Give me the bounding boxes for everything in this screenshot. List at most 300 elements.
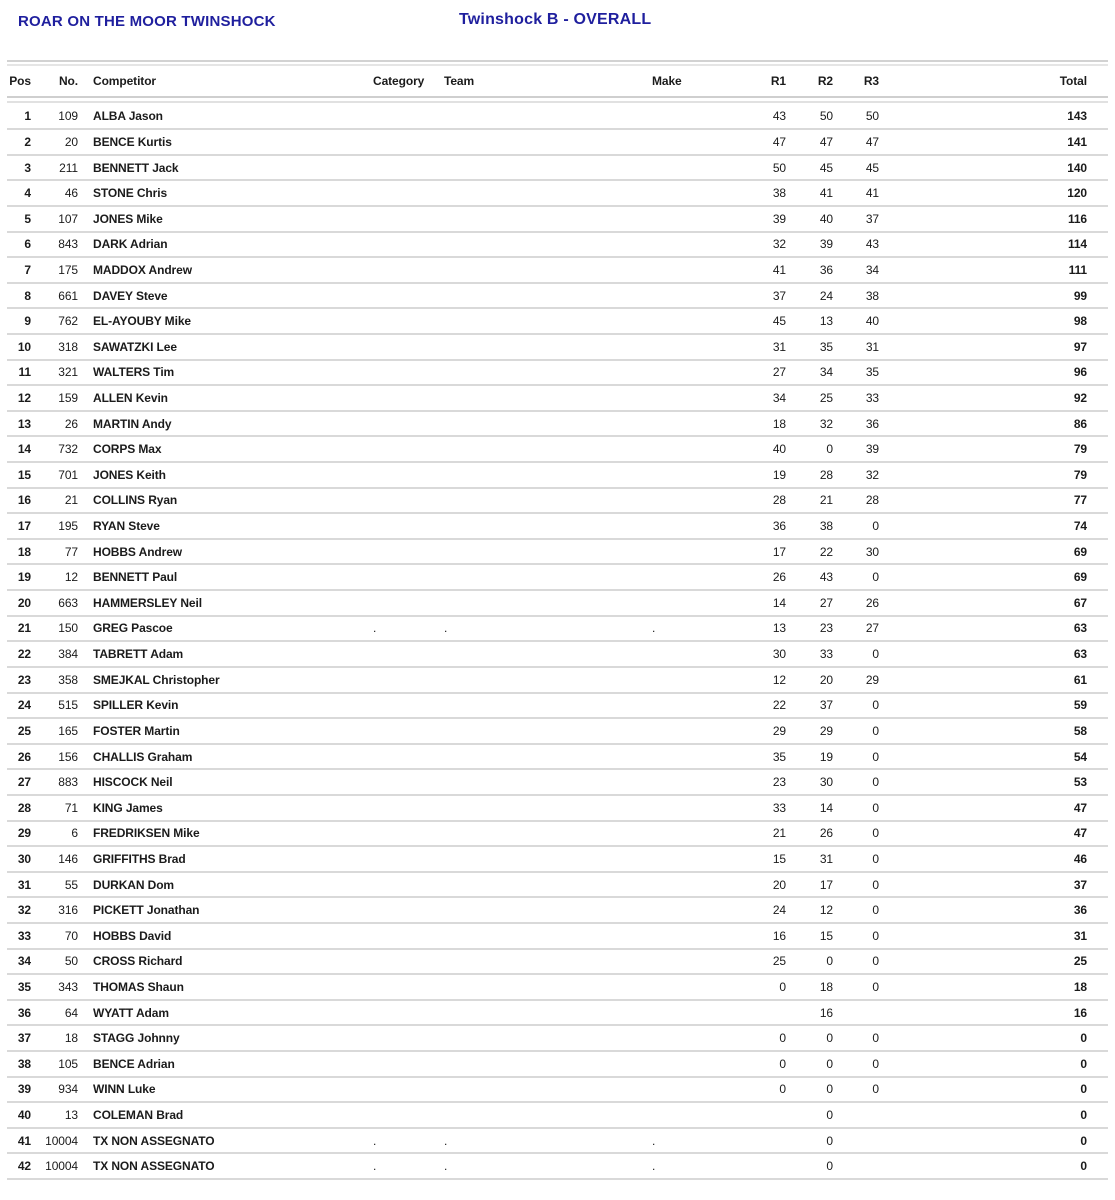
cell-pos: 32 [17,903,31,918]
cell-pos: 40 [17,1108,31,1123]
cell-no: 26 [64,416,78,431]
cell-no: 13 [64,1108,78,1123]
cell-pos: 25 [17,723,31,738]
cell-r3: 45 [865,160,879,175]
cell-pos: 15 [17,467,31,482]
cell-total: 37 [1073,877,1087,892]
cell-team [428,873,637,897]
cell-team [428,975,637,999]
cell-no: 150 [58,621,78,636]
cell-r2: 43 [819,570,833,585]
cell-r3: 0 [872,775,879,790]
cell-team [428,463,637,487]
cell-category [358,181,428,205]
cell-category [358,668,428,692]
cell-r2: 50 [819,109,833,124]
cell-competitor: FOSTER Martin [93,723,180,738]
cell-pos: 10 [17,339,31,354]
cell-total: 140 [1067,160,1087,175]
cell-make [637,719,737,743]
cell-r3: 43 [865,237,879,252]
cell-team [428,437,637,461]
cell-r1: 15 [772,851,786,866]
table-row [7,1052,1108,1078]
cell-r1: 20 [772,877,786,892]
cell-make [637,540,737,564]
cell-r2: 32 [819,416,833,431]
cell-make [637,309,737,333]
cell-total: 79 [1073,442,1087,457]
cell-r1: 0 [779,1082,786,1097]
cell-r3: 0 [872,826,879,841]
cell-category [358,489,428,513]
table-row [7,463,1108,489]
cell-r2: 0 [826,1108,833,1123]
cell-team [428,1078,637,1102]
cell-category [358,335,428,359]
cell-team [428,1001,637,1025]
cell-team [428,694,637,718]
table-row [7,591,1108,617]
cell-make [637,1078,737,1102]
cell-make [637,130,737,154]
cell-team [428,642,637,666]
cell-r2: 47 [819,134,833,149]
cell-r2: 35 [819,339,833,354]
cell-team: . [444,621,448,636]
cell-no: 18 [64,1031,78,1046]
cell-category [358,540,428,564]
cell-competitor: THOMAS Shaun [93,980,184,995]
cell-make [637,642,737,666]
cell-r1: 45 [772,314,786,329]
cell-category [358,1103,428,1127]
cell-r2: 16 [819,1005,833,1020]
cell-make [637,258,737,282]
cell-total: 58 [1073,723,1087,738]
cell-category [358,437,428,461]
cell-team [428,514,637,538]
cell-pos: 7 [24,262,31,277]
table-row [7,181,1108,207]
cell-r2: 21 [819,493,833,508]
cell-total: 96 [1073,365,1087,380]
cell-competitor: WALTERS Tim [93,365,175,380]
cell-pos: 18 [17,544,31,559]
cell-r3: 40 [865,314,879,329]
cell-no: 883 [58,775,78,790]
cell-pos: 5 [24,211,31,226]
table-row [7,284,1108,310]
cell-make [637,181,737,205]
cell-no: 211 [59,160,78,175]
cell-pos: 3 [24,160,31,175]
cell-category: . [373,1159,377,1174]
cell-total: 92 [1073,391,1087,405]
table-row [7,207,1108,233]
cell-pos: 8 [24,288,31,303]
cell-team [428,719,637,743]
cell-make [637,796,737,820]
cell-make [637,284,737,308]
cell-category [358,386,428,410]
cell-competitor: SAWATZKI Lee [93,339,177,354]
cell-category [358,233,428,257]
cell-no: 318 [58,339,78,354]
cell-make [637,1103,737,1127]
cell-team [428,309,637,333]
cell-no: 661 [58,288,78,303]
cell-total: 0 [1080,1031,1087,1046]
cell-total: 31 [1073,928,1087,943]
cell-r3: 29 [865,672,879,687]
cell-r2: 34 [819,365,833,380]
cell-total: 36 [1073,903,1087,918]
cell-competitor: JONES Mike [93,211,163,226]
cell-make [637,975,737,999]
cell-make [637,873,737,897]
cell-r2: 0 [826,954,833,969]
cell-r2: 20 [819,672,833,687]
table-row [7,514,1108,540]
cell-r3: 38 [865,288,879,303]
cell-competitor: BENNETT Jack [93,160,179,175]
cell-team [428,950,637,974]
table-row [7,719,1108,745]
cell-competitor: HOBBS David [93,928,172,943]
cell-r1 [737,1001,786,1025]
cell-pos: 35 [17,980,31,995]
cell-team [428,668,637,692]
cell-competitor: PICKETT Jonathan [93,903,200,918]
cell-category [358,412,428,436]
cell-total: 25 [1073,954,1087,969]
cell-r3: 0 [872,980,879,995]
cell-make [637,437,737,461]
cell-r1: 40 [772,442,786,457]
cell-competitor: RYAN Steve [93,519,160,534]
cell-r2: 17 [819,877,833,892]
cell-make [637,386,737,410]
cell-r3: 31 [865,339,879,354]
cell-r1 [737,1103,786,1127]
cell-make [637,565,737,589]
cell-category [358,463,428,487]
cell-competitor: BENCE Kurtis [93,134,172,149]
cell-category [358,873,428,897]
cell-r3 [833,1154,879,1178]
cell-pos: 16 [17,493,31,508]
cell-r3: 41 [865,186,879,201]
cell-category [358,565,428,589]
cell-competitor: WINN Luke [93,1082,156,1097]
cell-pos: 14 [17,442,31,457]
cell-no: 70 [64,928,78,943]
cell-r3: 0 [872,1082,879,1097]
cell-make [637,463,737,487]
cell-no: 384 [58,647,78,662]
cell-pos: 29 [17,826,31,841]
cell-team: . [444,1133,448,1148]
class-title: Twinshock B - OVERALL [459,11,652,28]
cell-make [637,745,737,769]
cell-r2: 18 [819,980,833,995]
cell-no: 46 [64,186,78,201]
cell-no: 358 [58,672,78,687]
cell-total: 61 [1073,672,1087,687]
cell-category [358,591,428,615]
cell-r2: 0 [826,442,833,457]
table-row [7,975,1108,1001]
cell-r1: 39 [772,211,786,226]
cell-r3: 39 [865,442,879,457]
cell-no: 762 [58,314,78,329]
cell-team [428,822,637,846]
cell-competitor: HOBBS Andrew [93,544,183,559]
cell-pos: 12 [17,391,31,405]
cell-r1: 18 [772,416,786,431]
cell-no: 109 [58,109,78,124]
cell-competitor: HISCOCK Neil [93,775,173,790]
cell-team [428,745,637,769]
cell-total: 74 [1073,519,1087,534]
cell-pos: 9 [24,314,31,329]
cell-make [637,361,737,385]
cell-r3: 35 [865,365,879,380]
cell-r2: 31 [819,851,833,866]
cell-team [428,361,637,385]
cell-make [637,694,737,718]
cell-r3: 0 [872,749,879,764]
cell-r3: 26 [865,595,879,610]
cell-no: 843 [58,237,78,252]
cell-r1: 26 [772,570,786,585]
cell-competitor: CROSS Richard [93,954,183,969]
cell-r2: 24 [819,288,833,303]
cell-category [358,847,428,871]
cell-r1: 43 [772,109,786,124]
cell-competitor: DARK Adrian [93,237,168,252]
cell-total: 59 [1073,698,1087,713]
cell-pos: 41 [17,1133,31,1148]
cell-no: 321 [58,365,78,380]
cell-r3: 27 [865,621,879,636]
cell-pos: 38 [17,1056,31,1071]
table-row [7,489,1108,515]
cell-r2: 12 [819,903,833,918]
cell-r1: 50 [772,160,786,175]
cell-make [637,156,737,180]
cell-r1: 13 [772,621,786,636]
cell-r1: 16 [772,928,786,943]
cell-r2: 29 [819,723,833,738]
cell-total: 116 [1067,211,1087,226]
cell-make [637,514,737,538]
header-bottom-rule-inner [7,101,1108,103]
cell-team [428,1026,637,1050]
cell-no: 50 [64,954,78,969]
cell-team [428,1103,637,1127]
cell-make [637,950,737,974]
cell-team [428,386,637,410]
cell-r2: 14 [819,800,833,815]
table-row [7,822,1108,848]
cell-category [358,309,428,333]
table-row [7,412,1108,438]
cell-category [358,1078,428,1102]
header-make: Make [652,74,682,88]
cell-make [637,1052,737,1076]
cell-r1: 24 [772,903,786,918]
cell-make [637,924,737,948]
table-row [7,617,1108,643]
cell-category: . [373,621,377,636]
cell-category [358,745,428,769]
cell-r3 [833,1103,879,1127]
cell-competitor: COLLINS Ryan [93,493,178,508]
cell-pos: 30 [17,851,31,866]
cell-total: 67 [1073,595,1087,610]
cell-no: 732 [58,442,78,457]
cell-no: 175 [58,262,78,277]
table-row [7,130,1108,156]
cell-total: 114 [1067,237,1087,252]
cell-total: 69 [1073,570,1087,585]
table-row [7,1154,1108,1180]
cell-total: 143 [1067,109,1087,124]
cell-category [358,694,428,718]
cell-pos: 6 [24,237,31,252]
cell-competitor: BENNETT Paul [93,570,178,585]
cell-team [428,284,637,308]
cell-team [428,156,637,180]
cell-r1: 27 [772,365,786,380]
cell-competitor: TX NON ASSEGNATO [93,1133,215,1148]
table-row [7,924,1108,950]
cell-no: 77 [64,544,78,559]
cell-make [637,847,737,871]
cell-r1: 19 [772,467,786,482]
cell-r3: 47 [865,134,879,149]
cell-team [428,770,637,794]
cell-total: 77 [1073,493,1087,508]
table-header-row [7,66,1108,96]
cell-r2: 30 [819,775,833,790]
cell-total: 141 [1067,134,1087,149]
cell-r3: 0 [872,698,879,713]
cell-no: 12 [64,570,78,585]
cell-category [358,514,428,538]
table-bottom-spacer [7,1180,1108,1181]
table-row [7,1129,1108,1155]
cell-r1: 38 [772,186,786,201]
header-team: Team [444,74,475,88]
cell-r1: 17 [772,544,786,559]
event-title: ROAR ON THE MOOR TWINSHOCK [18,13,276,30]
cell-pos: 34 [17,954,31,969]
cell-r1: 31 [772,339,786,354]
table-top-rule [7,60,1108,62]
table-row [7,1078,1108,1104]
cell-team [428,591,637,615]
cell-r1 [737,1154,786,1178]
cell-team [428,924,637,948]
cell-r3: 34 [865,262,879,277]
cell-category [358,258,428,282]
cell-pos: 28 [17,800,31,815]
cell-r2: 19 [819,749,833,764]
table-row [7,565,1108,591]
cell-r3: 0 [872,1031,879,1046]
cell-r3: 33 [865,391,879,405]
cell-competitor: GREG Pascoe [93,621,173,636]
cell-no: 10004 [45,1133,78,1148]
cell-r2: 36 [819,262,833,277]
table-row [7,745,1108,771]
cell-r1: 14 [772,595,786,610]
cell-r3: 0 [872,877,879,892]
cell-competitor: FREDRIKSEN Mike [93,826,200,841]
table-row [7,437,1108,463]
cell-category [358,1052,428,1076]
cell-make [637,207,737,231]
cell-r1: 34 [772,391,786,405]
cell-no: 107 [58,211,78,226]
table-row [7,1001,1108,1027]
cell-r2: 40 [819,211,833,226]
cell-make: . [652,621,656,636]
cell-r3: 0 [872,851,879,866]
cell-r3: 32 [865,467,879,482]
cell-category [358,207,428,231]
cell-competitor: SPILLER Kevin [93,698,179,713]
cell-no: 159 [58,391,78,405]
cell-r1: 35 [772,749,786,764]
cell-make [637,668,737,692]
cell-r1: 41 [772,262,786,277]
cell-team [428,412,637,436]
cell-category [358,105,428,129]
table-row [7,796,1108,822]
cell-competitor: DAVEY Steve [93,288,168,303]
results-table-body [7,105,1108,1181]
header-competitor: Competitor [93,74,156,88]
cell-total: 98 [1073,314,1087,329]
table-row [7,668,1108,694]
cell-total: 99 [1073,288,1087,303]
cell-r3 [833,1129,879,1153]
cell-category [358,924,428,948]
cell-total: 69 [1073,544,1087,559]
cell-r1: 0 [779,1056,786,1071]
cell-total: 18 [1073,980,1087,995]
header-pos: Pos [9,74,31,88]
cell-r3: 28 [865,493,879,508]
cell-category [358,642,428,666]
cell-r1: 0 [779,1031,786,1046]
cell-r3: 37 [865,211,879,226]
cell-team [428,335,637,359]
cell-competitor: TX NON ASSEGNATO [93,1159,215,1174]
cell-r1: 47 [772,134,786,149]
cell-category [358,156,428,180]
table-row [7,1103,1108,1129]
cell-r1: 28 [772,493,786,508]
cell-make [637,1001,737,1025]
cell-team [428,898,637,922]
cell-make [637,1026,737,1050]
cell-pos: 13 [17,416,31,431]
